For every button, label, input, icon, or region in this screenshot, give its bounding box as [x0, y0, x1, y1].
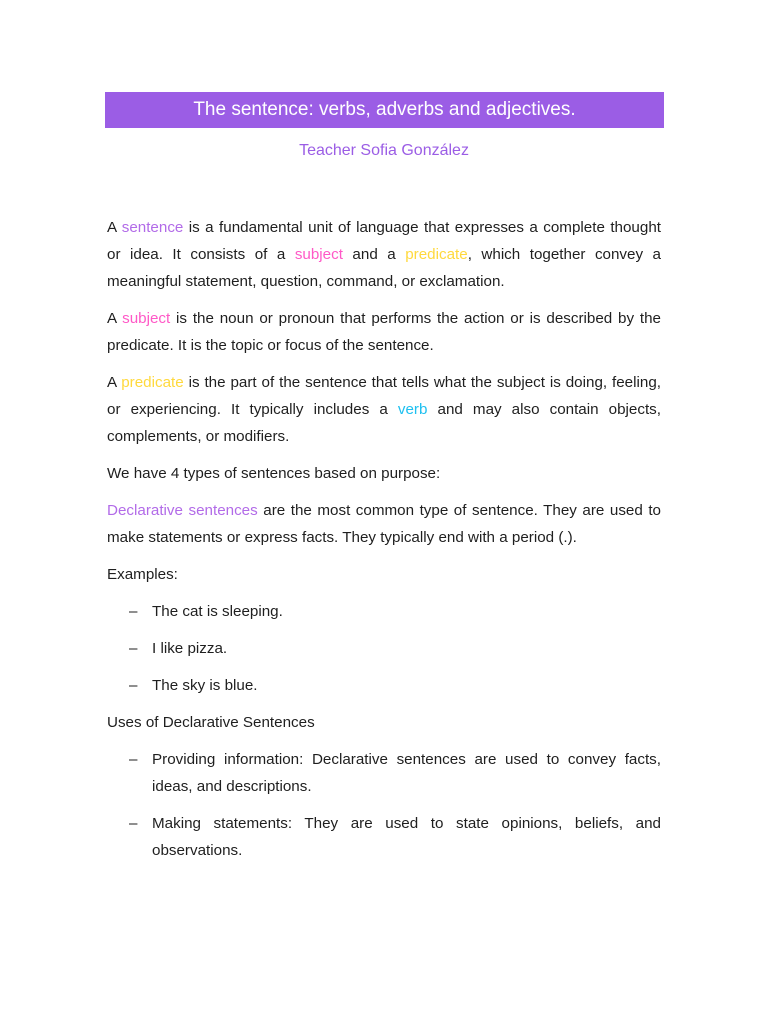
page-title: The sentence: verbs, adverbs and adjectives.: [105, 92, 664, 128]
dash-bullet: –: [129, 815, 138, 832]
term-predicate: predicate: [405, 246, 468, 263]
dash-bullet: –: [129, 677, 138, 694]
text: is a fundamental unit of language that expresses a complete thought or idea. It consists of a: [107, 219, 661, 263]
list-item: [107, 635, 661, 662]
text: A: [107, 219, 122, 236]
list-item-text: I like pizza.: [152, 640, 228, 657]
paragraph-predicate-definition: [107, 369, 661, 450]
text: is the part of the sentence that tells what the subject is doing, feeling, or experiencing. It typically includes a: [107, 374, 661, 418]
list-item: [107, 810, 661, 864]
uses-label: Uses of Declarative Sentences: [107, 714, 315, 731]
list-item: [107, 598, 661, 625]
text: and may also contain objects, complements, or modifiers.: [107, 401, 661, 445]
text: and a: [342, 246, 406, 263]
paragraph-types-intro: We have 4 types of sentences based on purpose:: [107, 465, 441, 482]
list-item-text: The sky is blue.: [152, 677, 258, 694]
paragraph-sentence-definition: [107, 214, 661, 295]
document-body: [107, 214, 661, 874]
paragraph-declarative: [107, 497, 661, 551]
text: are the most common type of sentence. They are used to make statements or express facts. They typically end with a period (.).: [107, 502, 661, 546]
author-line: Teacher Sofia González: [299, 142, 469, 159]
uses-list: [107, 746, 661, 864]
term-subject: subject: [294, 246, 343, 263]
list-item: [107, 746, 661, 800]
text: is the noun or pronoun that performs the action or is described by the predicate. It is the topic or focus of the sentence.: [107, 310, 661, 354]
term-declarative: Declarative sentences: [107, 502, 258, 519]
dash-bullet: –: [129, 640, 138, 657]
text: , which together convey a meaningful statement, question, command, or exclamation.: [107, 246, 661, 290]
text: A: [107, 374, 122, 391]
term-verb: verb: [397, 401, 428, 418]
examples-list: [107, 598, 661, 699]
text: A: [107, 310, 123, 327]
list-item-text: Providing information: Declarative sentences are used to convey facts, ideas, and descriptions.: [152, 751, 661, 795]
list-item: [107, 672, 661, 699]
paragraph-subject-definition: [107, 305, 661, 359]
list-item-text: The cat is sleeping.: [152, 603, 283, 620]
dash-bullet: –: [129, 751, 138, 768]
examples-label: Examples:: [107, 566, 178, 583]
dash-bullet: –: [129, 603, 138, 620]
term-predicate: predicate: [121, 374, 184, 391]
term-sentence: sentence: [121, 219, 184, 236]
list-item-text: Making statements: They are used to state opinions, beliefs, and observations.: [152, 815, 661, 859]
term-subject: subject: [122, 310, 171, 327]
